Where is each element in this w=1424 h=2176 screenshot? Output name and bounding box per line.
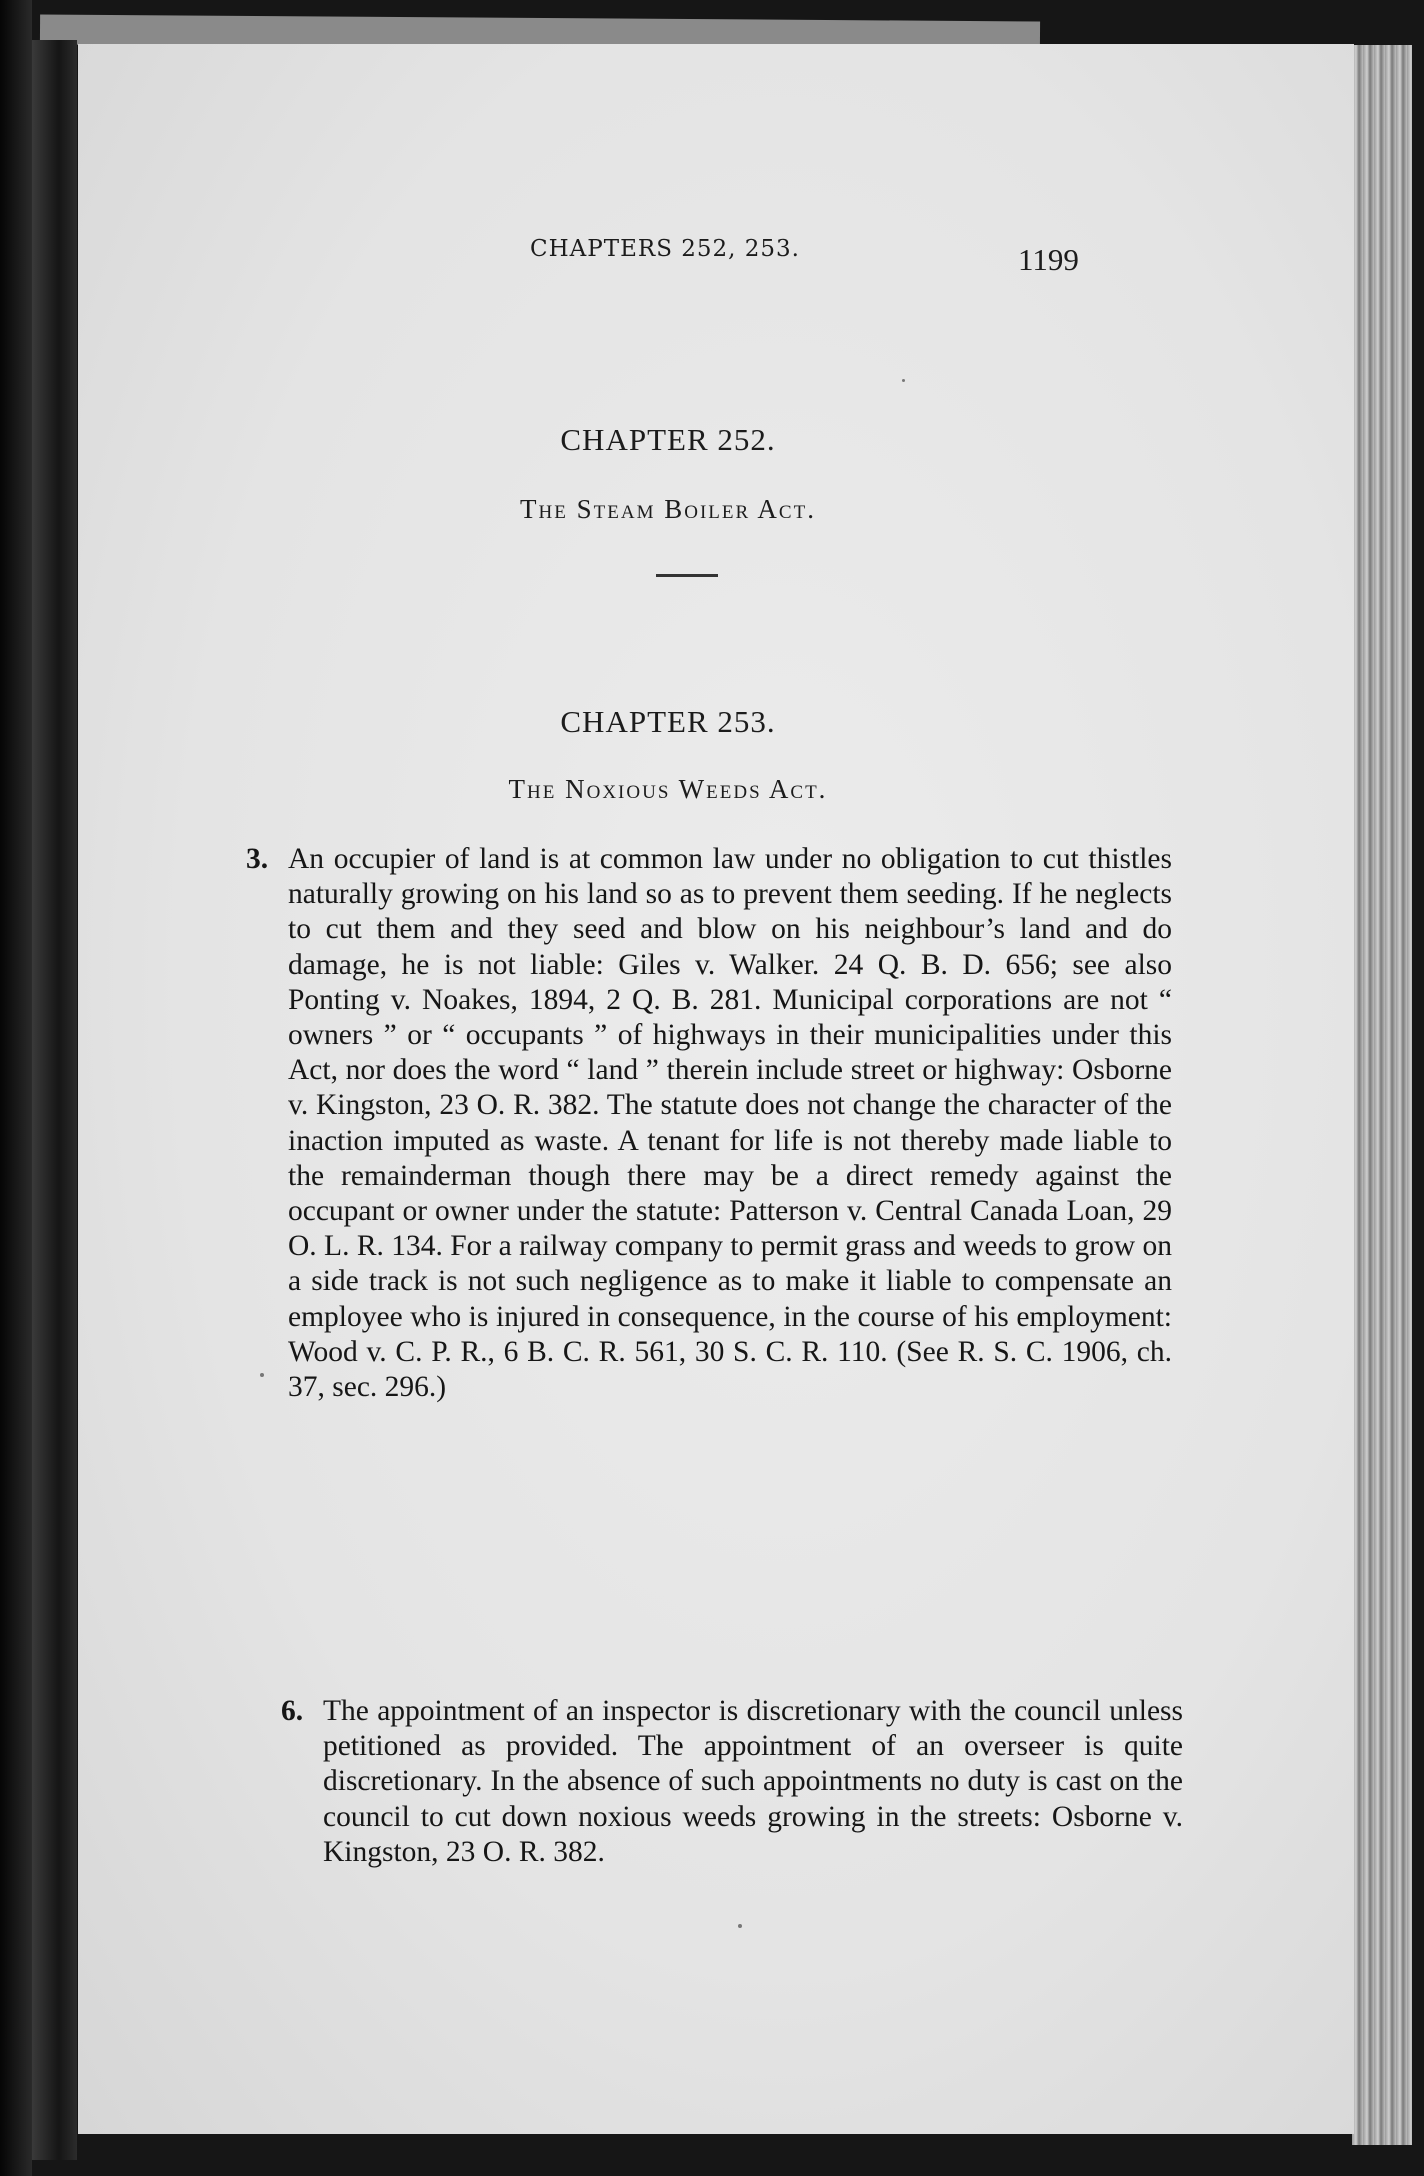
- annotation-section-6-text: The appointment of an inspector is discretionary with the council unless petitioned as provided. The appointment of an overseer is quite discretionary. In the absence of such appointments no duty is cast on the council to cut down noxious weeds growing in the streets: Osborne v. Kingston, 23 O. R. 382.: [323, 1695, 1183, 1868]
- annotation-section-6: [281, 1694, 1183, 1870]
- paper-speck: [260, 1373, 264, 1377]
- annotation-section-6-number: 6.: [281, 1695, 304, 1727]
- chapter-253-act-title: The Noxious Weeds Act.: [508, 774, 828, 804]
- book-spine: [0, 0, 32, 2176]
- running-head: CHAPTERS 252, 253.: [530, 236, 800, 262]
- chapter-252-heading: CHAPTER 252.: [560, 422, 776, 457]
- annotation-section-3-text: An occupier of land is at common law under no obligation to cut thistles naturally growing on his land so as to prevent them seeding. If he neglects to cut them and they seed and blow on his neighbour’s land and do damage, he is not liable: Giles v. Walker. 24 Q. B. D. 656; see also Ponting v. Noakes, 1894, 2 Q. B. 281. Municipal corporations are not “ owners ” or “ occupants ” of highways in their municipalities under this Act, nor does the word “ land ” therein include street or highway: Osborne v. Kingston, 23 O. R. 382. The statute does not change the character of the inaction imputed as waste. A tenant for life is not thereby made liable to the remainderman though there may be a direct remedy against the occupant or owner under the statute: Patterson v. Central Canada Loan, 29 O. L. R. 134. For a railway company to permit grass and weeds to grow on a side track is not such negligence as to make it liable to compensate an employee who is injured in consequence, in the course of his employment: Wood v. C. P. R., 6 B. C. R. 561, 30 S. C. R. 110. (See R. S. C. 1906, ch. 37, sec. 296.): [288, 843, 1173, 1404]
- annotation-section-3-number: 3.: [246, 843, 269, 875]
- paper-speck: [738, 1924, 742, 1928]
- binding-shadow: [32, 40, 77, 2160]
- paper-speck: [902, 379, 905, 382]
- printed-text-block: [78, 44, 1354, 2134]
- chapter-253-heading: CHAPTER 253.: [560, 704, 776, 739]
- annotation-section-3: [246, 842, 1173, 1405]
- page-number: 1199: [1018, 242, 1079, 277]
- paper-sheet: [78, 44, 1354, 2134]
- section-divider-rule: [656, 574, 718, 577]
- chapter-252-act-title: The Steam Boiler Act.: [520, 494, 816, 524]
- page-edges: [1352, 45, 1412, 2145]
